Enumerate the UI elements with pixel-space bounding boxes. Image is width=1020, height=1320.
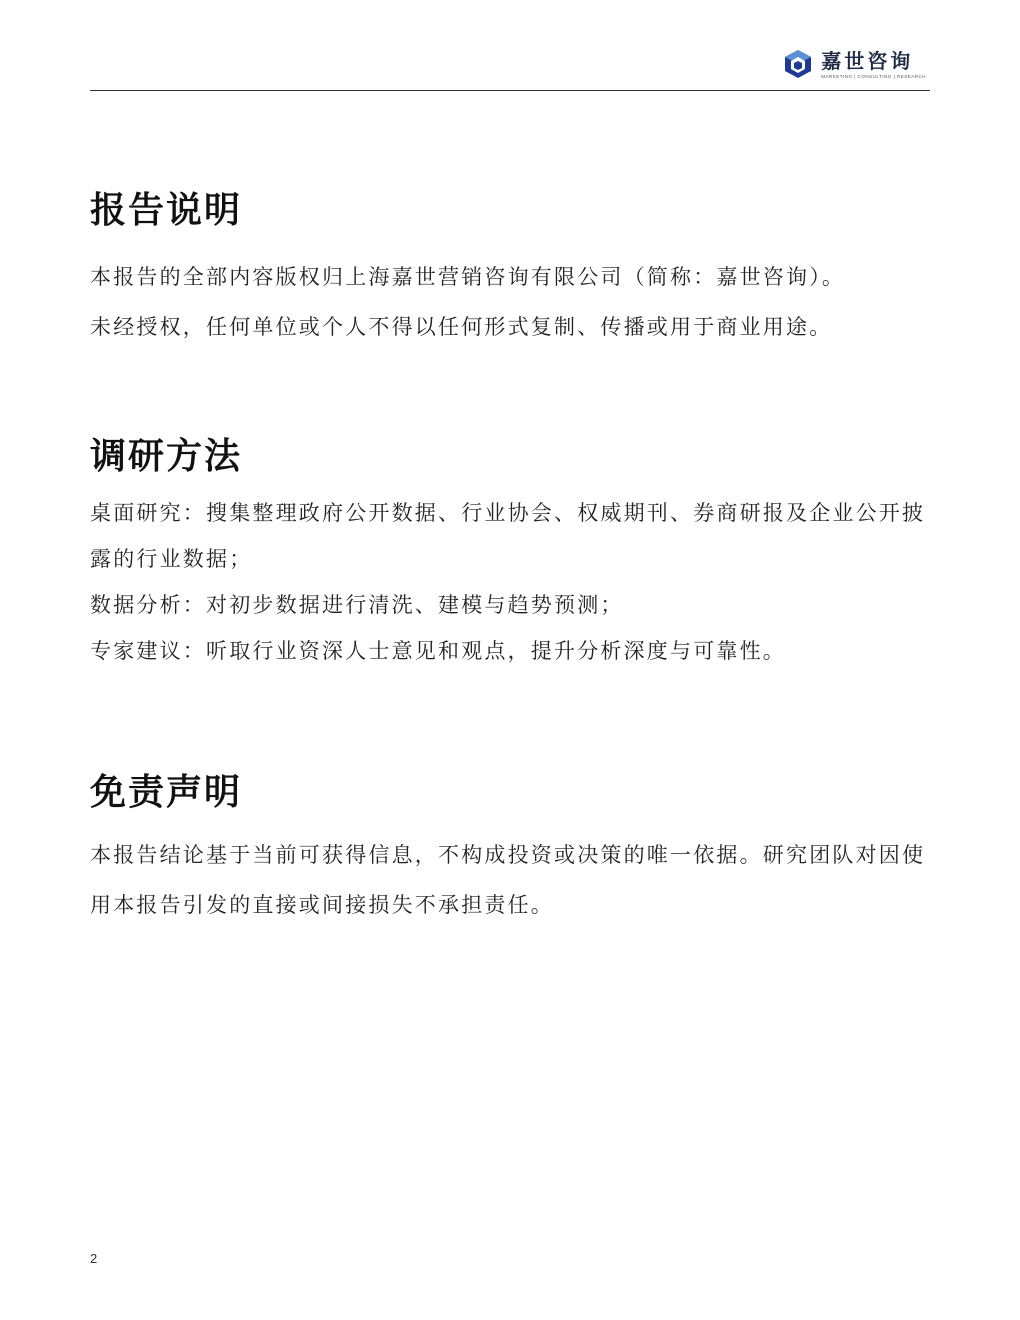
section-research-methods (90, 432, 930, 674)
section-disclaimer (90, 768, 930, 930)
paragraph: 专家建议：听取行业资深人士意见和观点，提升分析深度与可靠性。 (90, 639, 786, 663)
page-number: 2 (90, 1251, 98, 1266)
section-title: 免责声明 (90, 771, 243, 813)
company-logo (781, 47, 926, 81)
page-header (90, 40, 930, 91)
paragraph: 数据分析：对初步数据进行清洗、建模与趋势预测； (90, 593, 624, 617)
logo-name: 嘉世咨询 (821, 48, 914, 73)
section-body (90, 252, 930, 352)
section-body (90, 830, 930, 930)
section-report-notes (90, 186, 930, 352)
section-body (90, 490, 930, 674)
paragraph: 本报告的全部内容版权归上海嘉世营销咨询有限公司（简称：嘉世咨询）。 (90, 265, 846, 289)
section-title: 报告说明 (90, 189, 243, 231)
paragraph: 桌面研究：搜集整理政府公开数据、行业协会、权威期刊、券商研报及企业公开披露的行业数据； (90, 501, 926, 571)
logo-tagline: MARKETING | CONSULTING | RESEARCH (821, 73, 926, 79)
logo-mark-icon (781, 47, 815, 81)
paragraph: 本报告结论基于当前可获得信息，不构成投资或决策的唯一依据。研究团队对因使用本报告引发的直接或间接损失不承担责任。 (90, 843, 926, 917)
section-title: 调研方法 (90, 435, 243, 477)
paragraph: 未经授权，任何单位或个人不得以任何形式复制、传播或用于商业用途。 (90, 315, 833, 339)
